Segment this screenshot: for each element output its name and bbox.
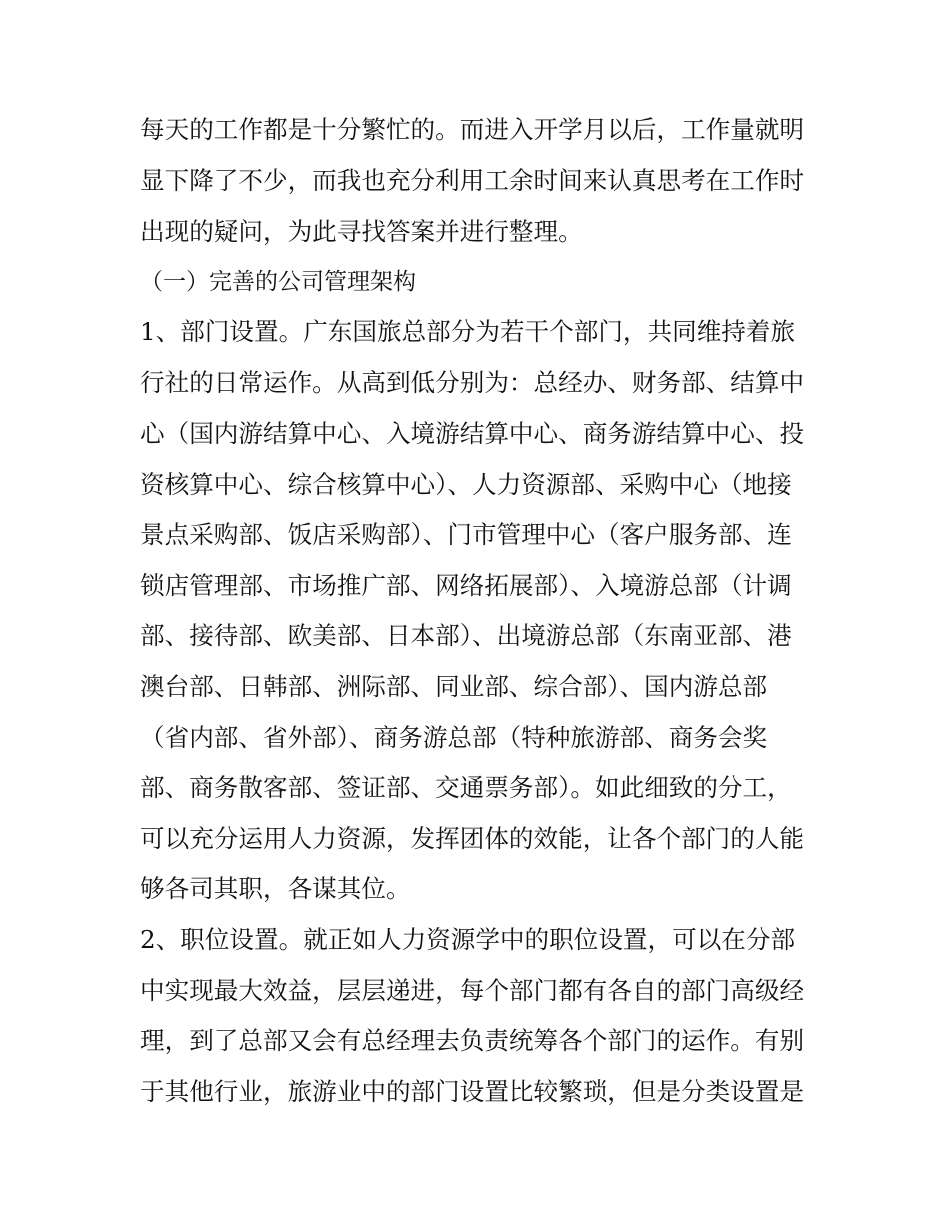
text-line: 锁店管理部、市场推广部、网络拓展部）、入境游总部（计调 (140, 571, 792, 600)
text-line: 行社的日常运作。从高到低分别为：总经办、财务部、结算中 (140, 368, 805, 397)
text-line: 够各司其职，各谋其位。 (140, 874, 411, 903)
text-line: 景点采购部、饭店采购部）、门市管理中心（客户服务部、连 (140, 520, 792, 549)
text-line: 理，到了总部又会有总经理去负责统筹各个部门的运作。有别 (140, 1026, 805, 1055)
section-heading: （一）完善的公司管理架构 (140, 269, 416, 295)
text-line: 出现的疑问，为此寻找答案并进行整理。 (140, 217, 583, 246)
text-line: 部、接待部、欧美部、日本部）、出境游总部（东南亚部、港 (140, 621, 792, 650)
text-line: 资核算中心、综合核算中心）、人力资源部、采购中心（地接 (140, 470, 792, 499)
text-line: 心（国内游结算中心、入境游结算中心、商务游结算中心、投 (140, 419, 805, 448)
text-line: 于其他行业，旅游业中的部门设置比较繁琐，但是分类设置是 (140, 1077, 805, 1106)
text-line: 显下降了不少，而我也充分利用工余时间来认真思考在工作时 (140, 166, 805, 195)
text-line: 1、部门设置。广东国旅总部分为若干个部门，共同维持着旅 (140, 317, 796, 346)
text-line: 每天的工作都是十分繁忙的。而进入开学月以后，工作量就明 (140, 115, 805, 144)
text-line: 澳台部、日韩部、洲际部、同业部、综合部）、国内游总部 (140, 672, 768, 701)
text-line: 可以充分运用人力资源，发挥团体的效能，让各个部门的人能 (140, 824, 805, 853)
text-line: （省内部、省外部）、商务游总部（特种旅游部、商务会奖 (140, 723, 768, 752)
text-line: 中实现最大效益，层层递进，每个部门都有各自的部门高级经 (140, 976, 805, 1005)
text-line: 2、职位设置。就正如人力资源学中的职位设置，可以在分部 (140, 925, 796, 954)
text-line: 部、商务散客部、签证部、交通票务部）。如此细致的分工， (140, 773, 792, 802)
